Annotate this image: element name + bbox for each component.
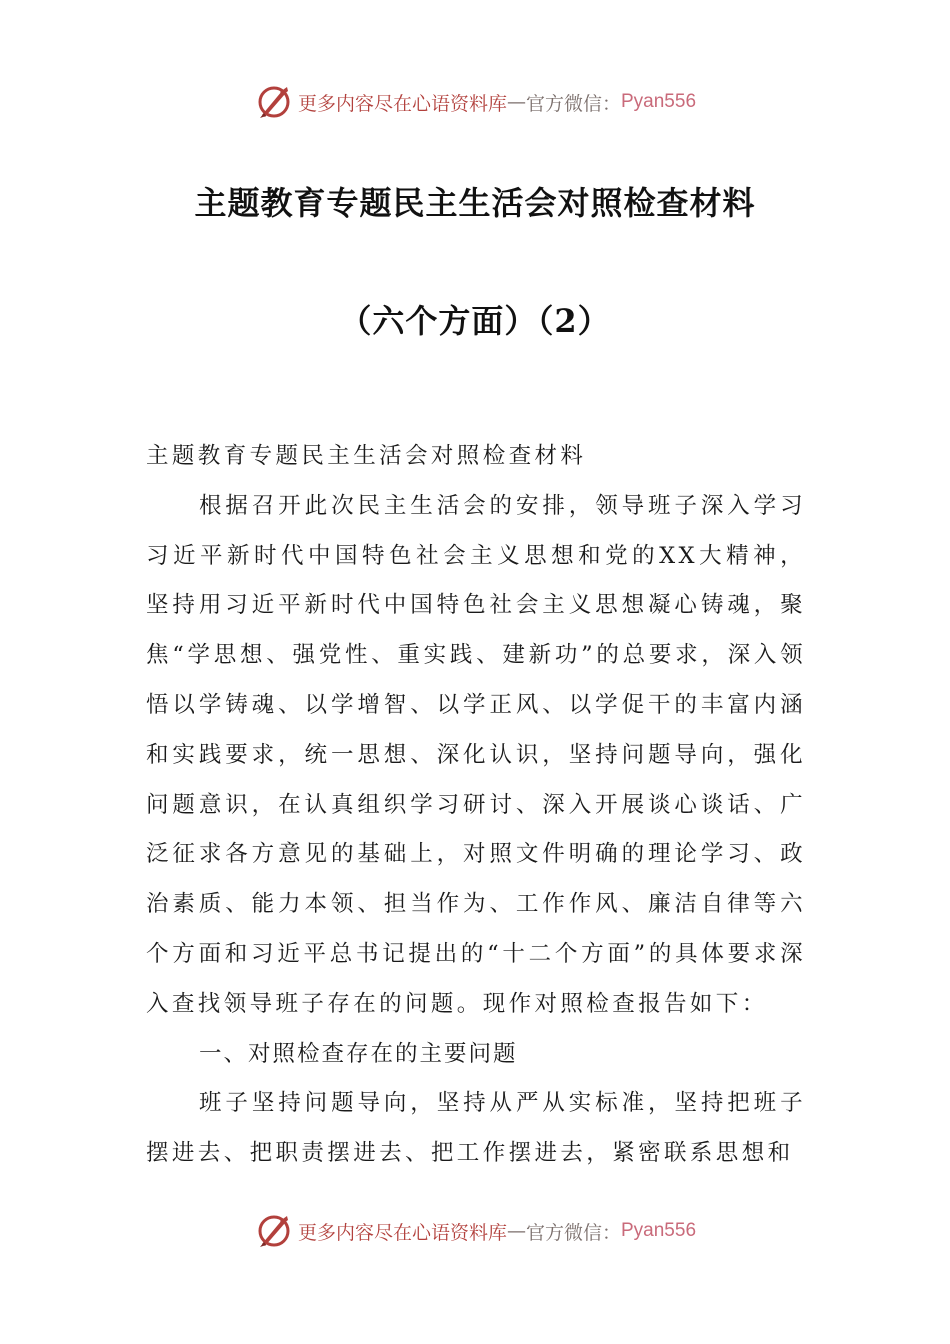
document-body: [146, 432, 806, 1179]
banner-dash: —: [506, 91, 526, 113]
paragraph-section1: 班子坚持问题导向，坚持从严从实标准，坚持把班子摆进去、把职责摆进去、把工作摆进去，紧密联系思想和: [146, 1090, 806, 1167]
banner-wechat-id: Pyan556: [621, 1220, 697, 1241]
document-title-line2: （六个方面）（2）: [339, 302, 611, 340]
paragraph-intro: 根据召开此次民主生活会的安排，领导班子深入学习习近平新时代中国特色社会主义思想和党的XX大精神，坚持用习近平新时代中国特色社会主义思想凝心铸魂，聚焦“学思想、强党性、重实践、建新功”的总要求，深入领悟以学铸魂、以学增智、以学正风、以学促干的丰富内涵和实践要求，统一思想、深化认识，坚持问题导向，强化问题意识，在认真组织学习研讨、深入开展谈心谈话、广泛征求各方意见的基础上，对照文件明确的理论学习、政治素质、能力本领、担当作为、工作作风、廉洁自律等六个方面和习近平总书记提出的“十二个方面”的具体要求深入查找领导班子存在的问题。现作对照检查报告如下：: [146, 492, 806, 1017]
section-heading: 一、对照检查存在的主要问题: [199, 1040, 518, 1067]
banner-official-label: 官方微信：: [525, 92, 621, 115]
banner-main-text: 更多内容尽在心语资料库: [297, 1221, 507, 1244]
document-subtitle: 主题教育专题民主生活会对照检查材料: [146, 443, 587, 469]
header-banner: [0, 80, 950, 124]
pen-circle-icon: [254, 82, 294, 122]
footer-banner: [0, 1209, 950, 1253]
document-title-line1: 主题教育专题民主生活会对照检查材料: [194, 184, 756, 222]
banner-main-text: 更多内容尽在心语资料库: [297, 92, 507, 115]
pen-circle-icon: [254, 1211, 294, 1251]
banner-official-label: 官方微信：: [525, 1221, 621, 1244]
banner-wechat-id: Pyan556: [621, 91, 697, 112]
banner-dash: —: [506, 1220, 526, 1242]
